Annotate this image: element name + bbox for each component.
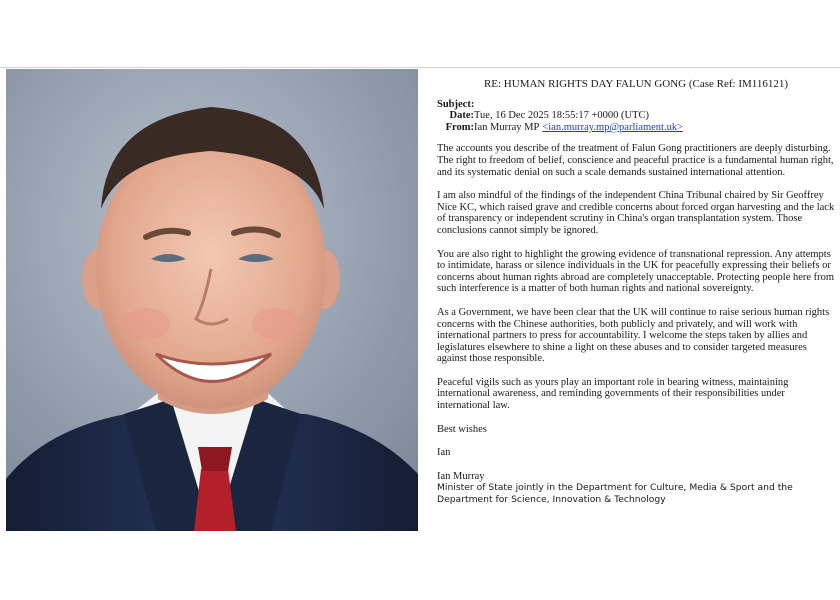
email-headers bbox=[437, 99, 835, 134]
closing-line: Best wishes bbox=[437, 423, 487, 435]
portrait-photo bbox=[6, 69, 418, 531]
date-row bbox=[437, 110, 835, 122]
from-row bbox=[437, 122, 835, 134]
from-email-link[interactable]: <ian.murray.mp@parliament.uk> bbox=[542, 121, 683, 133]
signature-title: Minister of State jointly in the Department for Culture, Media & Sport and the Department for Science, Innovation & Technology bbox=[437, 482, 793, 506]
subject-label: Subject: bbox=[437, 98, 475, 110]
date-label: Date: bbox=[449, 110, 474, 122]
top-divider bbox=[0, 67, 840, 68]
date-value: Tue, 16 Dec 2025 18:55:17 +0000 (UTC) bbox=[474, 110, 649, 122]
body-paragraph: Peaceful vigils such as yours play an important role in bearing witness, maintaining international awareness, and reminding governments of their responsibilities under international law. bbox=[437, 376, 789, 412]
signature-name: Ian Murray bbox=[437, 470, 485, 482]
subject-row bbox=[437, 99, 835, 111]
portrait-illustration bbox=[6, 69, 418, 531]
body-paragraph: The accounts you describe of the treatment of Falun Gong practitioners are deeply disturbing. The right to freedom of belief, conscience and peaceful practice is a fundamental human right, and its systematic denial on such a scale demands sustained international attention. bbox=[437, 143, 834, 178]
signoff-line: Ian bbox=[437, 447, 451, 459]
body-paragraph: As a Government, we have been clear that the UK will continue to raise serious human rights concerns with the Chinese authorities, both publicly and privately, and will work with international partners to press for accountability. I welcome the steps taken by allies and legislatures elsewhere to shine a light on these abuses and to consider targeted measures against those responsible. bbox=[437, 306, 830, 365]
body-paragraph: You are also right to highlight the growing evidence of transnational repression. Any attempts to intimidate, harass or silence individuals in the UK for peacefully expressing their beliefs or concerns about human rights abroad are completely unacceptable. Protecting people here from such interference is a matter of both human rights and national sovereignty. bbox=[437, 248, 835, 295]
body-paragraph: I am also mindful of the findings of the independent China Tribunal chaired by Sir Geoffrey Nice KC, which raised grave and credible concerns about forced organ harvesting and the lack of transparency or independent scrutiny in China's organ transplantation system. Those conclusions cannot simply be ignored. bbox=[437, 190, 835, 236]
email-subject-heading: RE: HUMAN RIGHTS DAY FALUN GONG (Case Ref: IM116121) bbox=[483, 78, 789, 90]
from-name: Ian Murray MP bbox=[474, 121, 540, 133]
from-label: From: bbox=[445, 121, 474, 133]
email-message bbox=[437, 79, 835, 506]
